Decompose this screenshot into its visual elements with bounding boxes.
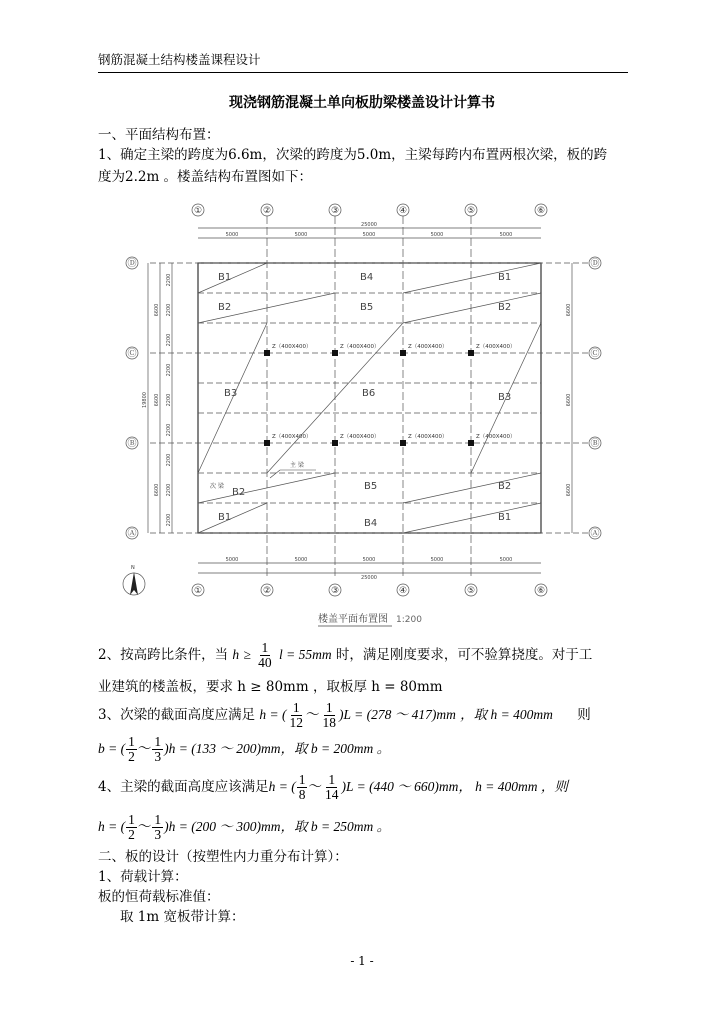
axis-right-b: Ⓑ [590,439,600,449]
para4-frac1-num: 1 [298,772,306,787]
para4-eq-lhs: h = ( [268,779,296,794]
axis-right-a: Ⓐ [590,529,600,539]
dim-total-bot: 25000 [361,575,377,581]
column-b5 [468,440,474,446]
para4-tilde: ～ [308,779,322,795]
dim-left-b2: 6600 [154,393,160,407]
panel-b2-bl: B2 [232,487,246,498]
column-c5 [468,350,474,356]
panel-b2-tr: B2 [498,302,512,313]
dim-right-3: 6600 [566,483,572,497]
panel-b5-top: B5 [360,302,374,313]
dim-span-top-1: 5000 [225,232,239,238]
column-b3 [332,440,338,446]
dim-left-a8: 2200 [166,483,172,497]
diag-1 [198,263,267,293]
dim-right-2: 6600 [566,393,572,407]
para4-l2-lhs: h = ( [98,819,126,834]
panel-b6: B6 [362,388,376,399]
para2-line2: 业建筑的楼盖板，要求 h ≥ 80mm ，取板厚 h = 80mm [98,679,443,695]
axis-right-c: Ⓒ [590,349,600,359]
para4-l2-end: ，取 b = 250mm 。 [280,819,391,834]
para2-ge: ≥ [243,647,251,662]
panel-b3-right: B3 [498,392,512,403]
dim-span-top-3: 5000 [362,232,376,238]
dim-left-a1: 2200 [166,273,172,287]
para4-frac1 [297,773,308,802]
north-arrow-icon [130,572,138,595]
para3-frac4 [152,735,163,764]
dim-total-top: 25000 [361,222,377,228]
axis-top-5: ⑤ [466,206,476,216]
axis-top-2: ② [262,206,272,216]
para3-frac1-num: 1 [292,700,300,715]
col-label-b2: Z（400X400） [272,434,312,440]
dim-span-top-4: 5000 [430,232,444,238]
dim-left-a6: 2200 [166,423,172,437]
dim-span-bot-5: 5000 [499,557,513,563]
plan-scale: 1:200 [396,615,422,625]
col-label-b3: Z（400X400） [340,434,380,440]
para3-tilde2: ～ [137,741,152,757]
para3-frac1 [288,701,306,730]
para3-text-a: 3、次梁的截面高度应满足 [98,707,256,723]
para3-l2-end: ，取 b = 200mm 。 [280,741,391,756]
section2-item3: 取 1m 宽板带计算： [120,909,245,925]
dim-span-bot-3: 5000 [362,557,376,563]
diag-10 [403,473,541,503]
col-label-c5: Z（400X400） [476,344,516,350]
beam-main-pointer [270,470,280,478]
para4-eq-rhs: )L = (440 ～ 660)mm [341,779,459,794]
axis-bot-4: ④ [398,586,408,596]
dim-left-b3: 6600 [154,483,160,497]
para4-line1 [98,772,628,802]
para2-text-a: 2、按高跨比条件，当 [98,647,229,663]
col-label-b4: Z（400X400） [408,434,448,440]
diag-9 [198,503,267,533]
para4-frac3-den: 2 [128,827,135,842]
dim-left-a2: 2200 [166,303,172,317]
para3-text-c: 则 [577,707,591,723]
column-b2 [264,440,270,446]
panel-b4-bottom: B4 [364,518,378,529]
north-label: N [131,565,135,571]
dim-left-a5: 2200 [166,393,172,407]
axis-bot-2: ② [262,586,272,596]
para3-frac3 [126,735,137,764]
axis-right-d: Ⓓ [590,259,600,269]
panel-b1-bl: B1 [218,512,232,523]
para3-eq-lhs: h = ( [259,707,287,722]
para3-eq-rhs: )L = (278 ～ 417)mm [339,707,456,722]
plan-caption: 楼盖平面布置图 [318,614,388,625]
axis-left-b: Ⓑ [127,439,137,449]
para3-frac2-den: 18 [322,715,336,730]
para2-line1 [98,640,628,670]
para2-frac-den: 40 [258,655,272,670]
diag-11 [403,503,541,533]
axis-top-4: ④ [398,206,408,216]
panel-b1-tr: B1 [498,272,512,283]
para3-frac2 [321,701,339,730]
dim-left-a3: 2200 [166,333,172,347]
para4-tilde2: ～ [137,819,152,835]
para3-frac4-num: 1 [154,734,162,749]
section1-para-line2: 度为2.2m 。楼盖结构布置图如下： [98,169,313,185]
dim-left-total: 19800 [142,392,148,408]
axis-left-c: Ⓒ [127,349,137,359]
dim-span-bot-1: 5000 [225,557,239,563]
para4-text-b: ， h = 400mm ，则 [458,779,568,794]
para3-frac3-num: 1 [128,734,135,749]
axis-left-d: Ⓓ [127,259,137,269]
para4-frac2-num: 1 [328,772,336,787]
diag-4 [403,293,541,323]
column-b4 [400,440,406,446]
para2-eq: l = 55mm [278,647,332,662]
axis-top-3: ③ [330,206,340,216]
para3-tilde: ～ [306,707,320,723]
para3-frac3-den: 2 [128,749,135,764]
para4-frac1-den: 8 [298,787,306,802]
para4-frac4-num: 1 [154,812,162,827]
axis-bot-5: ⑤ [466,586,476,596]
para4-line2 [98,812,628,842]
dim-span-top-2: 5000 [294,232,308,238]
panel-b5-bottom: B5 [364,481,378,492]
dim-left-a4: 2200 [166,363,172,377]
para4-frac3-num: 1 [128,812,135,827]
para4-frac4-den: 3 [154,827,162,842]
para4-frac2-den: 14 [324,787,339,802]
para4-frac4 [152,813,163,842]
axis-top-1: ① [193,206,203,216]
para3-text-b: ，取 h = 400mm [460,707,553,722]
para2-var-h: h [232,647,240,662]
para3-frac4-den: 3 [154,749,162,764]
axis-top-6: ⑥ [536,206,546,216]
para4-frac2 [323,773,341,802]
panel-b1-tl: B1 [218,272,232,283]
para3-frac1-den: 12 [289,715,303,730]
para3-line1 [98,700,628,730]
para4-text-a: 4、主梁的截面高度应该满足 [98,779,269,795]
col-label-b5: Z（400X400） [476,434,516,440]
col-label-c3: Z（400X400） [340,344,380,350]
dim-span-bot-4: 5000 [430,557,444,563]
dim-left-b1: 6600 [154,303,160,317]
para2-text-c: 时，满足刚度要求，可不验算挠度。对于工 [335,647,593,663]
running-header: 钢筋混凝土结构楼盖课程设计 [98,50,628,73]
panel-b1-br: B1 [498,512,512,523]
para3-frac2-num: 1 [325,700,333,715]
dim-span-bot-2: 5000 [294,557,308,563]
floor-plan-drawing [120,196,620,636]
panel-b3-left: B3 [224,388,238,399]
column-c3 [332,350,338,356]
para4-l2-rhs: )h = (200 ～ 300)mm [164,819,281,834]
para3-l2-rhs: )h = (133 ～ 200)mm [164,741,281,756]
dim-right-1: 6600 [566,303,572,317]
diag-3 [403,263,541,293]
panel-b2-br: B2 [498,481,512,492]
section2-item2: 板的恒荷载标准值： [98,889,220,905]
beam-secondary-label: 次 梁 [210,483,224,490]
col-label-c4: Z（400X400） [408,344,448,350]
para2-frac-num: 1 [261,640,269,655]
axis-bot-3: ③ [330,586,340,596]
section1-heading: 一、平面结构布置： [98,127,220,143]
section2-heading: 二、板的设计（按塑性内力重分布计算）： [98,849,348,865]
para3-l2-lhs: b = ( [98,741,126,756]
axis-bot-6: ⑥ [536,586,546,596]
col-label-c2: Z（400X400） [272,344,312,350]
page-number: - 1 - [350,954,374,968]
para2-fraction [256,641,274,670]
panel-b4-top: B4 [360,272,374,283]
para4-frac3 [126,813,137,842]
dim-left-a9: 2200 [166,513,172,527]
dim-left-a7: 2200 [166,453,172,467]
column-c4 [400,350,406,356]
beam-main-label: 主 梁 [290,462,304,469]
panel-b2-tl: B2 [218,302,232,313]
section2-item1: 1、荷载计算： [98,869,188,885]
document-title: 现浇钢筋混凝土单向板肋梁楼盖设计计算书 [229,95,495,111]
dim-span-top-5: 5000 [499,232,513,238]
section1-para-line1: 1、确定主梁的跨度为6.6m，次梁的跨度为5.0m，主梁每跨内布置两根次梁，板的跨 [98,147,608,163]
column-c2 [264,350,270,356]
para3-line2 [98,734,628,764]
axis-left-a: Ⓐ [127,529,137,539]
axis-bot-1: ① [193,586,203,596]
